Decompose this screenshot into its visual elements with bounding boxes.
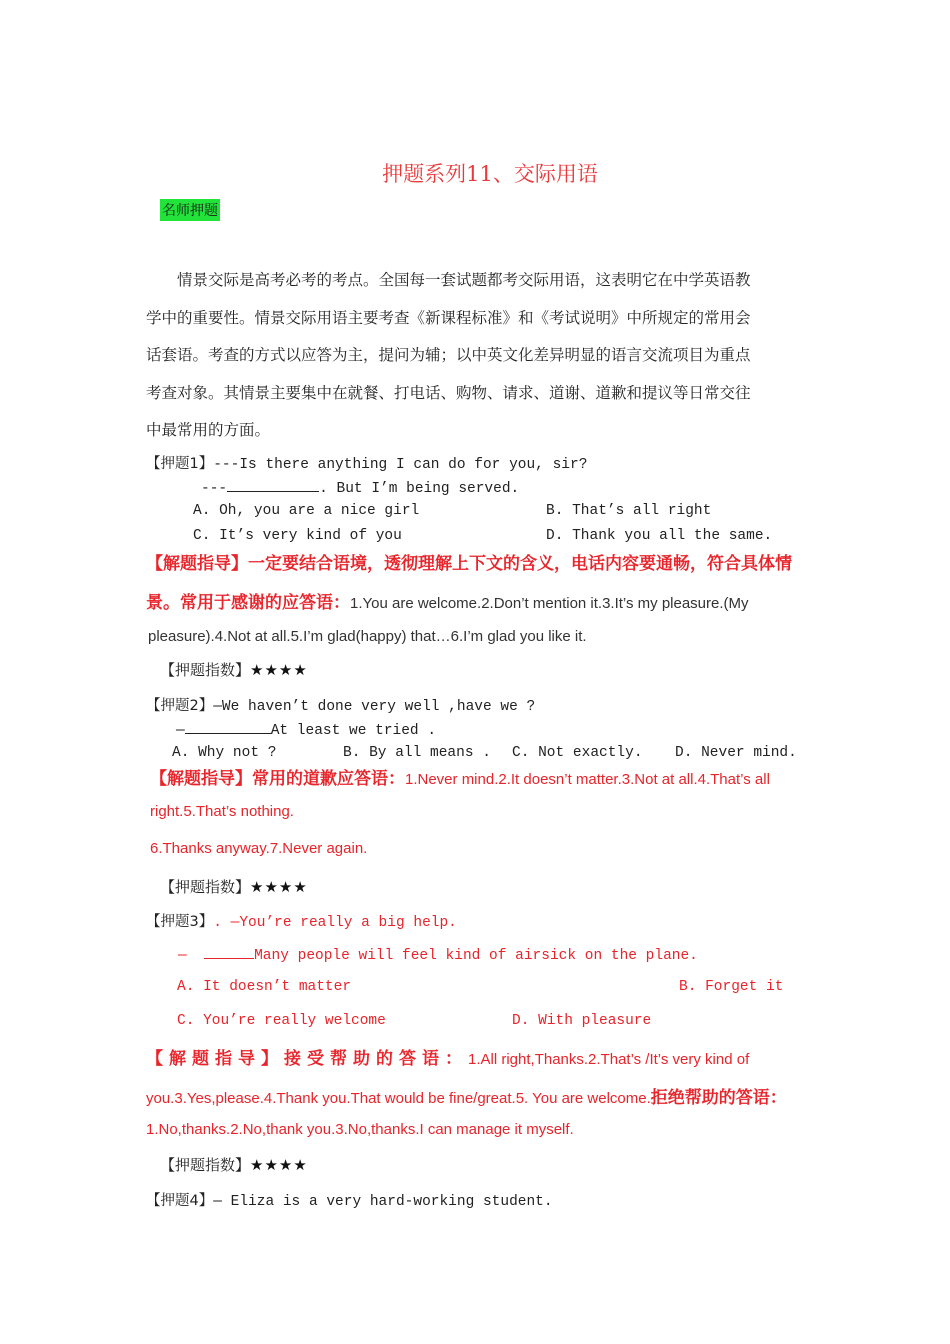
option-b: B. Forget it [679,979,784,995]
question-2 [146,694,535,715]
difficulty-index [160,1154,308,1175]
question-text: — Eliza is a very hard-working student. [213,1194,553,1210]
question-4 [146,1189,553,1210]
difficulty-index [160,876,308,897]
reply-prefix: — [178,948,187,964]
star-rating: ★★★★ [250,878,308,896]
solution-guide-line: 1.No,thanks.2.No,thank you.3.No,thanks.I can manage it myself. [146,1121,574,1138]
solution-guide-line: right.5.That’s nothing. [150,803,294,820]
option-a: A. Why not ? [172,745,277,761]
q2-reply [176,720,436,739]
option-c: C. It’s very kind of you [193,528,402,544]
option-c: C. You’re really welcome [177,1013,386,1029]
option-b: B. By all means . [343,745,491,761]
reply-text: . But I’m being served. [319,481,520,497]
solution-guide-heading: 【解题指导】一定要结合语境，透彻理解上下文的含义，电话内容要通畅，符合具体情 [146,554,792,574]
guide-text-en: 1.Never mind.2.It doesn’t matter.3.Not at all.4.That’s all [405,771,770,788]
solution-guide-line [146,588,749,613]
answer-blank [227,478,319,492]
reply-text: At least we tried . [270,723,437,739]
guide-text-en: 1.All right,Thanks.2.That’s /It’s very kind of [468,1051,750,1068]
reply-prefix: — [176,723,185,739]
guide-text-cn: 【解题指导】接受帮助的答语： [146,1049,468,1069]
solution-guide-line: 6.Thanks anyway.7.Never again. [150,840,368,857]
reply-prefix: --- [201,481,228,497]
question-label: 【押题3】 [146,914,214,930]
q1-reply [201,478,519,497]
guide-text-cn: 拒绝帮助的答语： [650,1088,787,1108]
question-label: 【押题4】 [146,1193,214,1209]
index-label: 【押题指数】 [160,1156,251,1174]
index-label: 【押题指数】 [160,878,251,896]
star-rating: ★★★★ [250,1156,308,1174]
option-c: C. Not exactly. [512,745,643,761]
guide-text-cn: 景。常用于感谢的应答语： [146,593,350,613]
intro-line: 中最常用的方面。 [146,421,271,439]
answer-blank [185,720,271,734]
question-3 [146,910,457,931]
intro-paragraph [146,262,806,450]
solution-guide-line [146,1083,787,1108]
index-label: 【押题指数】 [160,661,251,679]
teacher-pick-badge: 名师押题 [160,199,220,221]
guide-text-en: you.3.Yes,please.4.Thank you.That would be fine/great.5. You are welcome. [146,1090,651,1107]
star-rating: ★★★★ [250,661,308,679]
solution-guide-heading [150,764,770,789]
page-title: 押题系列11、交际用语 [382,162,598,186]
difficulty-index [160,659,308,680]
option-a: A. Oh, you are a nice girl [193,503,420,519]
q3-reply [178,945,698,964]
question-text: ---Is there anything I can do for you, sir? [213,457,588,473]
intro-line: 情景交际是高考必考的考点。全国每一套试题都考交际用语，这表明它在中学英语教 [177,271,751,289]
guide-text-en: 1.You are welcome.2.Don’t mention it.3.It’s my pleasure.(My [350,595,749,612]
reply-text: Many people will feel kind of airsick on the plane. [254,948,698,964]
question-label: 【押题2】 [146,698,214,714]
intro-line: 考查对象。其情景主要集中在就餐、打电话、购物、请求、道谢、道歉和提议等日常交往 [146,383,751,402]
solution-guide-line: pleasure).4.Not at all.5.I’m glad(happy) that…6.I’m glad you like it. [148,628,587,645]
option-a: A. It doesn’t matter [177,979,352,995]
intro-line: 话套语。考查的方式以应答为主，提问为辅；以中英文化差异明显的语言交流项目为重点 [146,346,751,364]
answer-blank [204,945,254,959]
option-d: D. Never mind. [675,745,797,761]
question-label: 【押题1】 [146,456,214,472]
question-1 [146,452,587,473]
question-text: . —You’re really a big help. [213,915,457,931]
option-b: B. That’s all right [546,503,712,519]
option-d: D. Thank you all the same. [546,528,773,544]
option-d: D. With pleasure [512,1013,652,1029]
guide-text-cn: 【解题指导】常用的道歉应答语： [150,769,405,789]
solution-guide-heading [146,1044,749,1069]
question-text: —We haven’t done very well ,have we ? [213,699,536,715]
intro-line: 学中的重要性。情景交际用语主要考查《新课程标准》和《考试说明》中所规定的常用会 [146,308,751,327]
